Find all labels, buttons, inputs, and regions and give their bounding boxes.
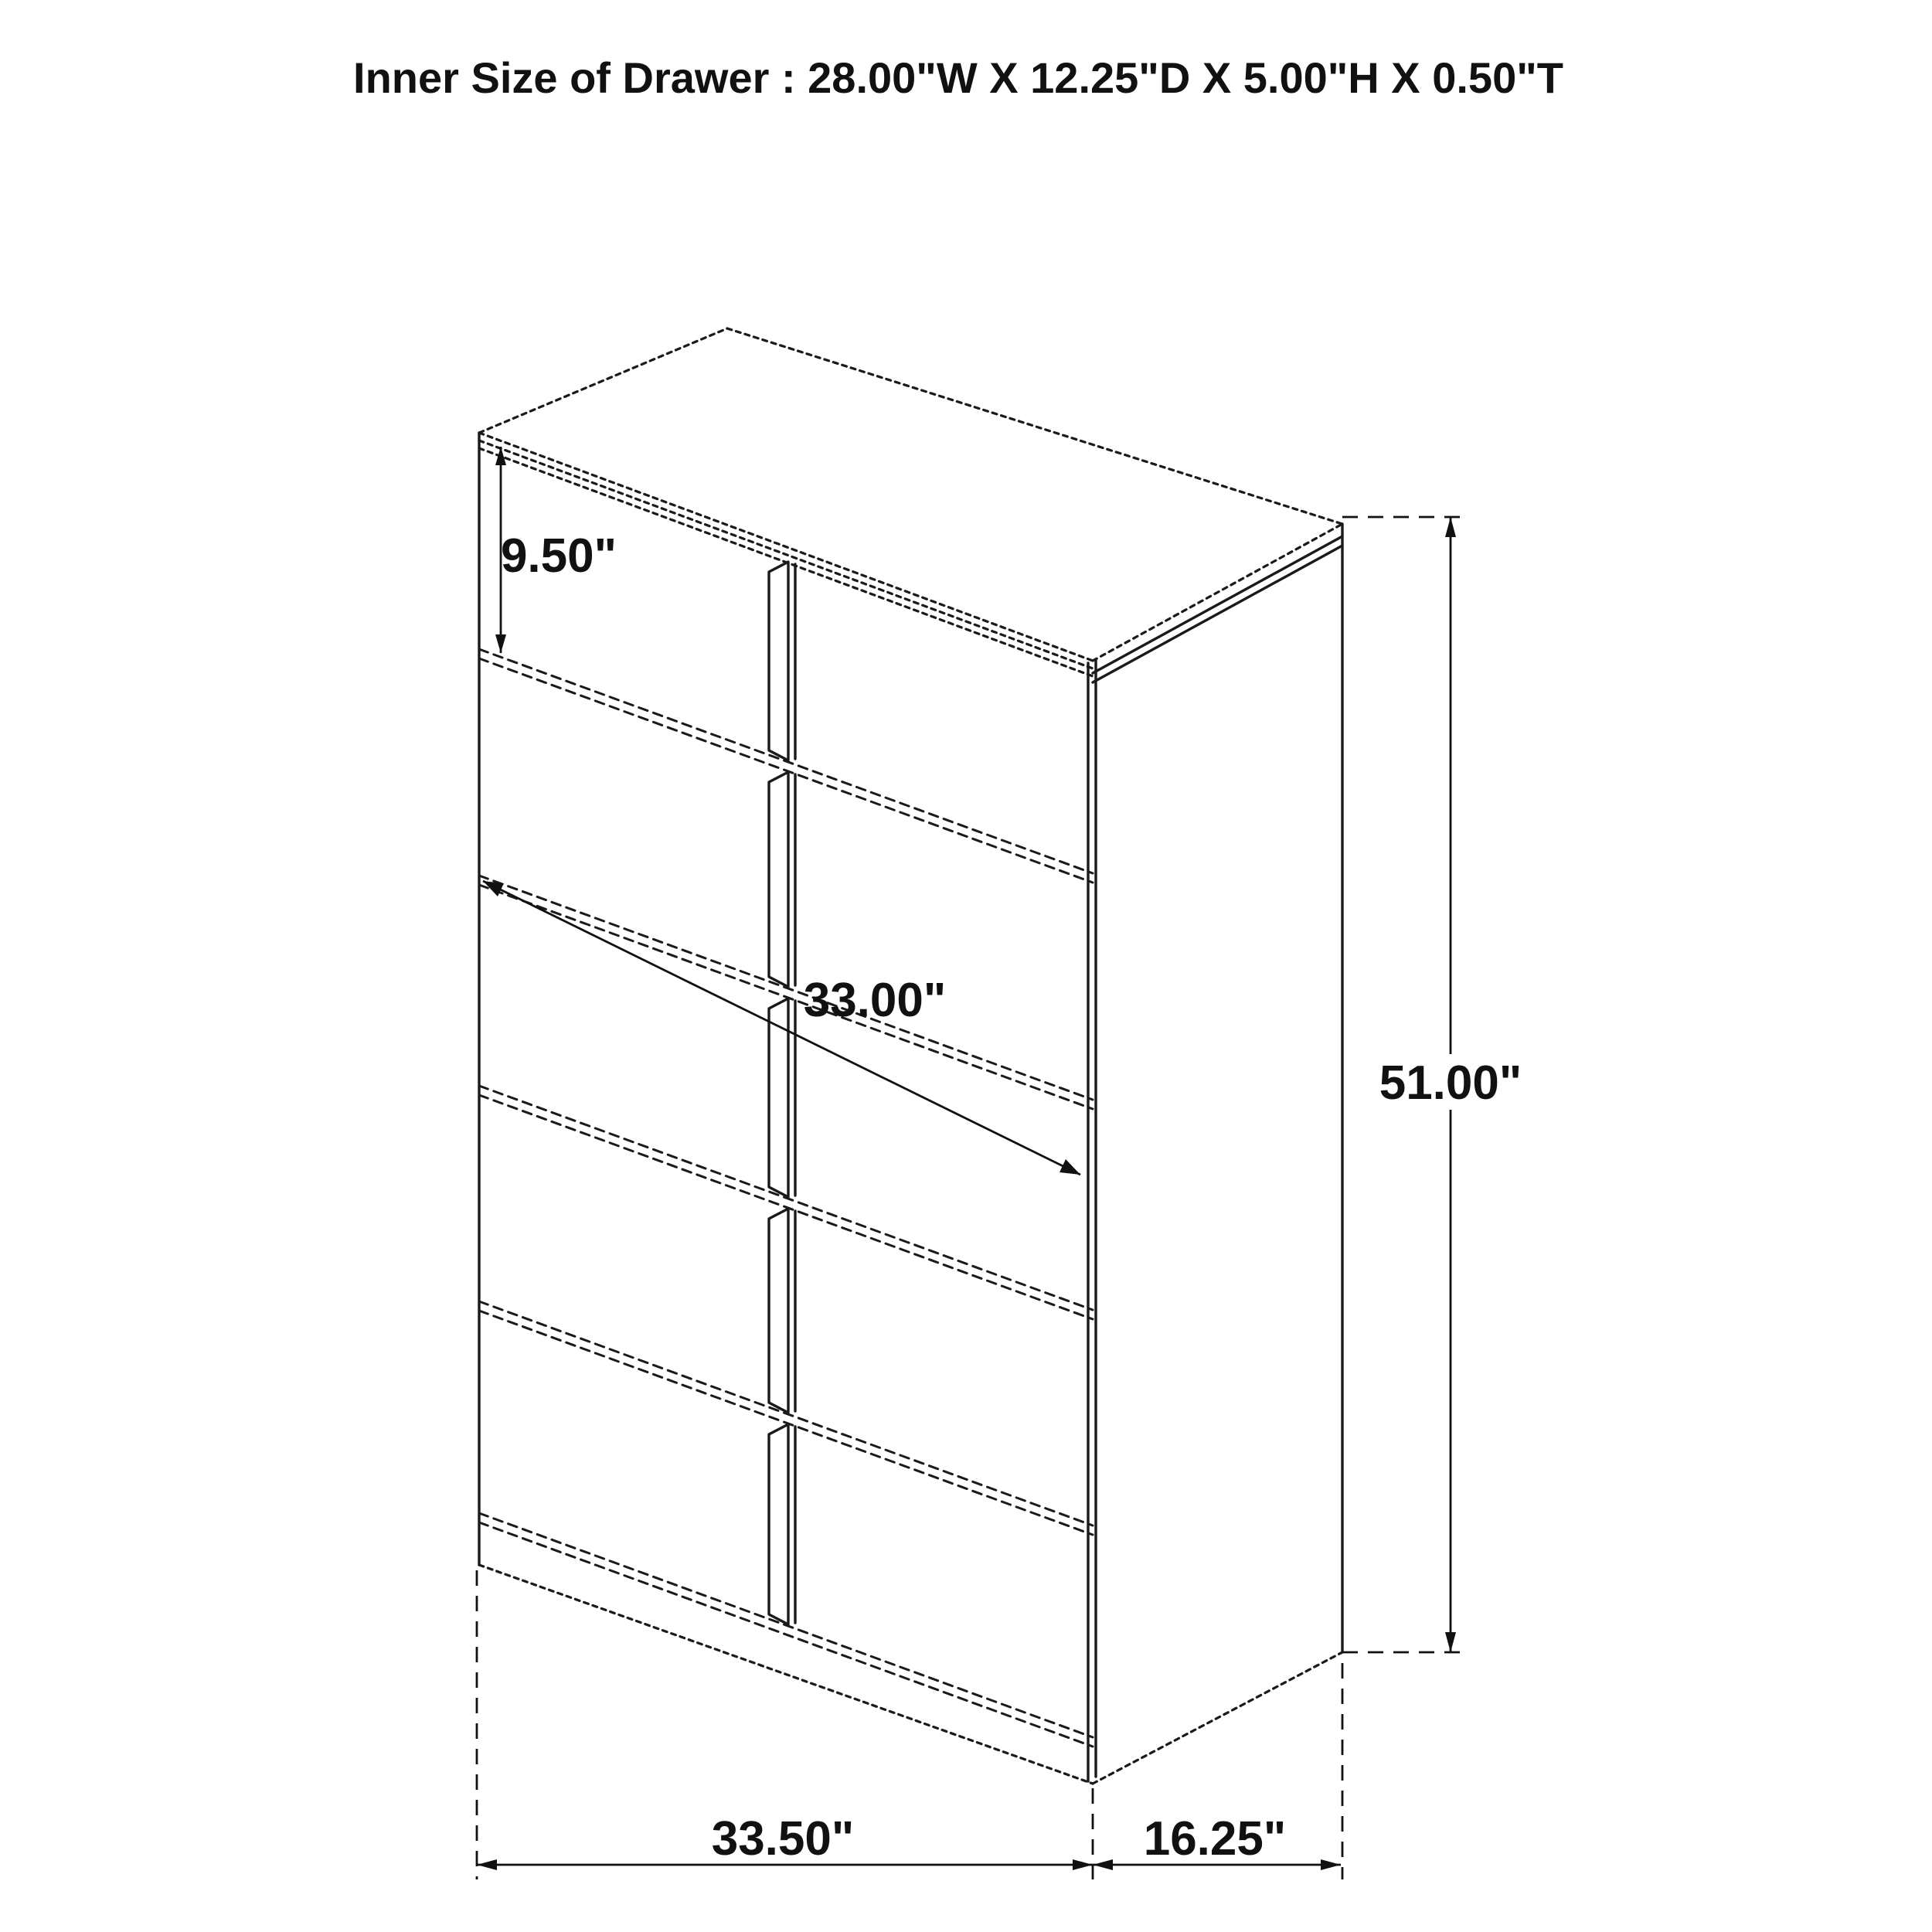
front-width-label: 33.00"	[803, 974, 947, 1027]
overall-width-label: 33.50"	[711, 1812, 855, 1866]
overall-height-label: 51.00"	[1379, 1056, 1522, 1110]
right-side-face	[1093, 524, 1342, 1784]
overall-depth-label: 16.25"	[1143, 1812, 1287, 1866]
page-title: Inner Size of Drawer : 28.00"W X 12.25"D X 5.00"H X 0.50"T	[353, 53, 1563, 102]
drawer-height-label: 9.50"	[500, 529, 617, 583]
